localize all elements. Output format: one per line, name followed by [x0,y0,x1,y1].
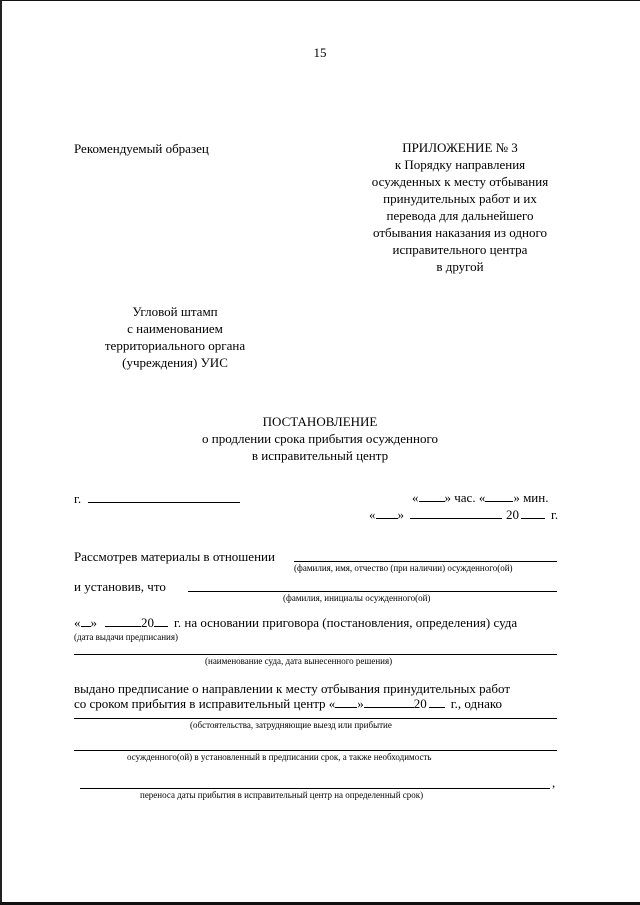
date-close-quote: » [397,507,404,522]
body-line-arrival-term [74,695,502,712]
minutes-input-line[interactable] [485,490,513,502]
line6-close-quote: » [357,696,364,711]
hint-court: (наименование суда, дата вынесенного решения) [205,656,393,666]
line3-open-quote: « [74,615,81,630]
appendix-line: исправительного центра [392,242,528,257]
time-row [412,489,548,506]
line6-however: г., однако [450,696,503,711]
minutes-label: » мин. [513,490,549,505]
hint-circumstances: (обстоятельства, затрудняющие выезд или прибытие [190,720,392,730]
line6-month-input-line[interactable] [364,696,414,708]
appendix-line: отбывания наказания из одного [373,225,547,240]
hint-deadline-necessity: осужденного(ой) в установленный в предписании срок, а также необходимость [127,752,432,762]
circumstances-continuation-line[interactable] [74,750,557,751]
line6-day-input-line[interactable] [335,696,357,708]
line3-month-input-line[interactable] [105,615,141,627]
line3-year-prefix: 20 [141,615,154,630]
body-line-established: и установив, что [74,579,166,594]
court-input-line[interactable] [74,654,557,655]
year-input-line[interactable] [521,507,545,519]
stamp-line: (учреждения) УИС [122,355,228,370]
line6-year-input-line[interactable] [429,696,445,708]
recommended-sample-label: Рекомендуемый образец [74,141,209,156]
stamp-line: с наименованием [127,321,223,336]
year-suffix: г. [551,507,559,522]
resolution-subtitle-1: о продлении срока прибытия осужденного [202,431,438,446]
month-input-line[interactable] [410,507,502,519]
stamp-line: территориального органа [104,338,246,353]
date-open-quote: « [369,507,376,522]
circumstances-input-line[interactable] [74,718,557,719]
convict-name-input-line[interactable] [294,561,557,562]
day-input-line[interactable] [376,507,398,519]
appendix-line: к Порядку направления [394,157,526,172]
scan-edge-left [0,0,2,905]
line3-year-input-line[interactable] [154,615,168,627]
line3-day-input-line[interactable] [81,615,91,627]
appendix-line: осужденных к месту отбывания [371,174,549,189]
scan-edge-top [0,0,640,1]
body-line-verdict [74,614,517,631]
appendix-line: перевода для дальнейшего [386,208,534,223]
convict-initials-input-line[interactable] [188,591,557,592]
page-number: 15 [313,45,327,60]
appendix-line: принудительных работ и их [383,191,537,206]
resolution-title: ПОСТАНОВЛЕНИЕ [262,414,378,429]
appendix-block [350,139,570,275]
hint-transfer-date: переноса даты прибытия в исправительный центр на определенный срок) [140,790,424,800]
line6-year-prefix: 20 [413,696,427,711]
hours-input-line[interactable] [419,490,445,502]
line3-rest: г. на основании приговора (постановления, определения) суда [174,615,518,630]
hint-issue-date: (дата выдачи предписания) [74,632,179,642]
date-row [369,506,558,523]
body-line-considering: Рассмотрев материалы в отношении [74,549,275,564]
resolution-subtitle-2: в исправительный центр [251,448,389,463]
stamp-line: Угловой штамп [132,304,218,319]
hint-convict-initials: (фамилия, инициалы осужденного(ой) [283,593,431,603]
corner-stamp-block [95,303,255,371]
transfer-line-comma: , [552,775,556,790]
resolution-heading [120,413,520,464]
line3-close-quote: » [90,615,97,630]
city-label: г. [74,491,82,506]
city-input-line[interactable] [88,502,240,503]
appendix-title: ПРИЛОЖЕНИЕ № 3 [402,140,518,155]
hours-label: » час. « [444,490,486,505]
line6-text: со сроком прибытия в исправительный центр « [74,696,336,711]
body-line-order-issued: выдано предписание о направлении к месту отбывания принудительных работ [74,681,511,696]
transfer-input-line[interactable] [80,788,550,789]
year-prefix: 20 [506,507,519,522]
hint-convict-fullname: (фамилия, имя, отчество (при наличии) осужденного(ой) [294,563,513,573]
time-open-quote: « [412,490,419,505]
appendix-line: в другой [436,259,484,274]
